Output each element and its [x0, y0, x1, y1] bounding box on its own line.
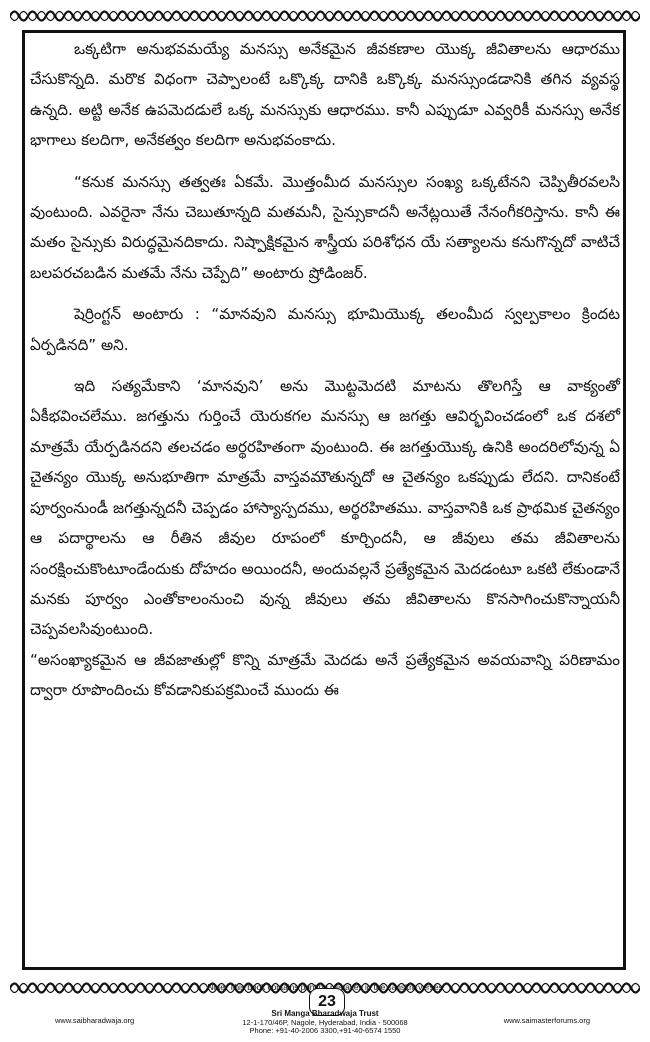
top-ornament-border: [10, 6, 640, 26]
trust-phone: Phone: +91-40-2006 3300,+91-40-6574 1550: [249, 1026, 401, 1036]
paragraph-2: “కనుక మనస్సు తత్వతః ఏకమే. మొత్తంమీద మనస్సుల సంఖ్య ఒక్కటేనని చెప్పితీరవలసి వుంటుంది. ఎవరైనా నేను చెబుతూన్నది మతమనీ, సైన్సుకాదనీ అనేట్లయితే నేనంగీకరిస్తాను. కానీ ఈ మతం సైన్సుకు విరుద్ధమైనదికాదు. నిష్పాక్షికమైన శాస్త్రీయ పరిశోధన యే సత్యాలను కనుగొన్నదో వాటిచే బలపరచబడిన మతమే నేను చెప్పేది” అంటారు ష్రోడింజర్.: [30, 172, 620, 282]
footer-website-left[interactable]: www.saibharadwaja.org: [55, 1016, 135, 1025]
footer-website-right[interactable]: www.saimasterforums.org: [503, 1016, 590, 1025]
paragraph-5: “అసంఖ్యాకమైన ఆ జీవజాతుల్లో కొన్ని మాత్రమే మెదడు అనే ప్రత్యేకమైన అవయవాన్ని పరిణామం ద్వారా రూపొందించు కోవడానికుపక్రమించే ముందు ఈ: [30, 650, 620, 700]
footer-trust-info: [210, 1010, 440, 1036]
trust-name: Sri Manga Bharadwaja Trust: [271, 1009, 379, 1018]
paragraph-3: షెర్రింగ్టన్ అంటారు : “మానవుని మనస్సు భూమియొక్క తలంమీద స్వల్పకాలం క్రిందట ఏర్పడినది” అని.: [30, 305, 620, 354]
paragraph-1: ఒక్కటిగా అనుభవమయ్యే మనస్సు అనేకమైన జీవకణాల యొక్క జీవితాలను ఆధారము చేసుకొన్నది. మరొక విధంగా చెప్పాలంటే ఒక్కొక్క దానికి ఒక్కొక్క మనస్సుండడానికి తగిన వ్యవస్థ ఉన్నది. అట్టి అనేక ఉపమెదడులే ఒక్క మనస్సుకు ఆధారము. కానీ ఎప్పుడూ ఎవ్వరికీ మనస్సు అనేక భాగాలు కలదిగా, అనేకత్వం కలదిగా అనుభవంకాదు.: [30, 40, 620, 150]
paragraph-4: ఇది సత్యమేకాని ‘మానవుని’ అను మొట్టమెదటి మాటను తొలగిస్తే ఆ వాక్యంతో ఏకీభవించలేము. జగత్తును గుర్తించే యెరుకగల మనస్సు ఆ జగత్తు ఆవిర్భవించడంలో ఒక దశలో మాత్రమే యేర్పడినదని తలచడం అర్థరహితంగా వుంటుంది. ఈ జగత్తుయొక్క ఉనికి అందరిలోవున్న ఏ చైతన్యం యొక్క అనుభూతిగా మాత్రమే వాస్తవమౌతున్నదో ఆ చైతన్యం ఒకప్పుడు లేదని. దానికంటే పూర్వంనుండీ జగత్తున్నదనీ చెప్పడం హాస్యాస్పదము, అర్థరహితము. వాస్తవానికి ఒక ప్రాథమిక చైతన్యం ఆ పదార్థాలను ఆ రీతిన జీవుల రూపంలో కూర్చిందనీ, ఆ జీవులు తమ జీవితాలను సంరక్షించుకొంటూండేందుకు దోహదం అయిందనీ, అందువల్లనే ప్రత్యేకమైన మెదడంటూ ఒకటి లేకుండానే మనకు పూర్వం ఎంతోకాలంనుంచి వున్న జీవులు తమ జీవితాలను కొనసాగించుకొన్నాయనీ చెప్పవలసివుంటుంది.: [30, 377, 620, 639]
page-body: [30, 34, 620, 964]
page-number: 23: [309, 988, 345, 1016]
trust-address: 12-1-170/46P, Nagole, Hyderabad, India - 500068: [242, 1017, 408, 1027]
